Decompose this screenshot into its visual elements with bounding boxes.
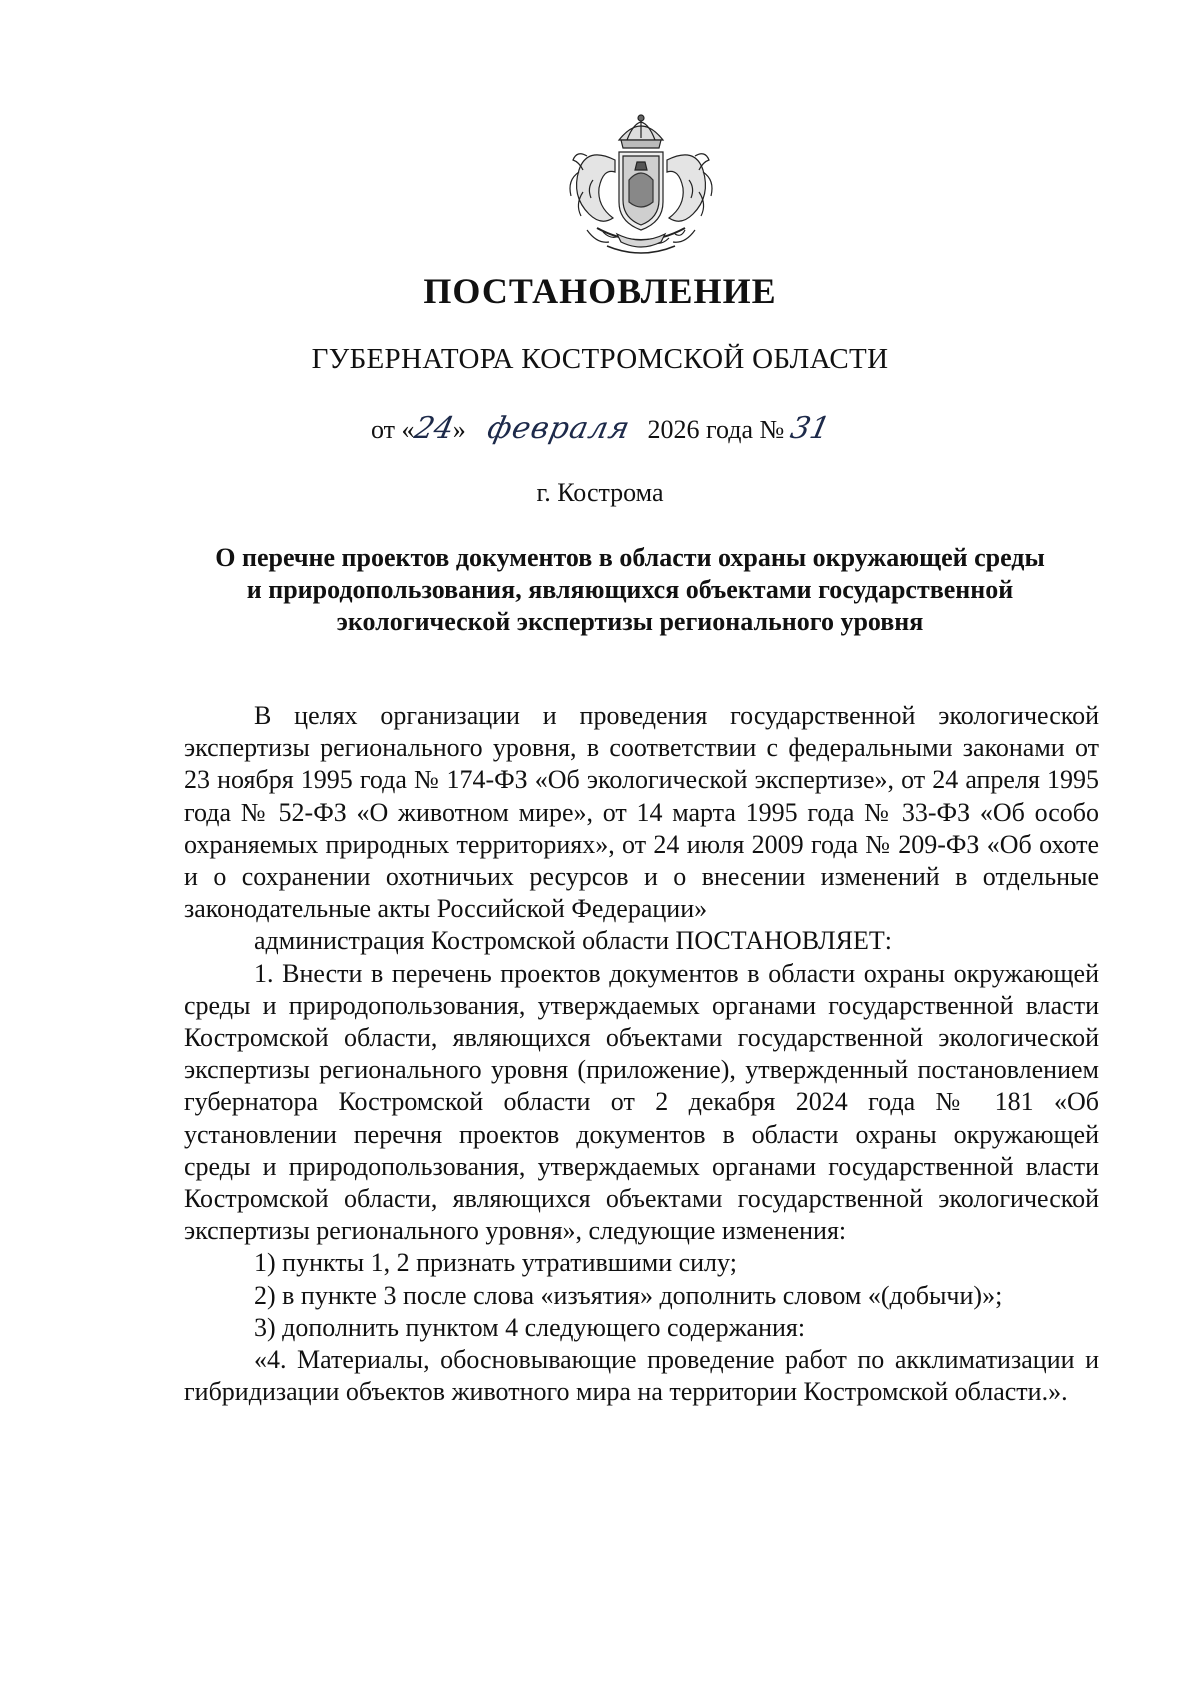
- subject-line-3: экологической экспертизы регионального уровня: [336, 607, 924, 636]
- document-body: [184, 700, 1099, 1408]
- subject-line-1: О перечне проектов документов в области охраны окружающей среды: [215, 543, 1045, 572]
- date-day-suffix: »: [452, 415, 466, 444]
- date-year: 2026 года №: [647, 415, 785, 444]
- city: г. Кострома: [536, 478, 664, 507]
- quote-paragraph: «4. Материалы, обосновывающие проведение работ по акклиматизации и гибридизации объектов животного мира на территории Костромской области.».: [184, 1345, 1099, 1407]
- date-line: [0, 411, 1200, 446]
- subject-line-2: и природопользования, являющихся объектами государственной: [246, 575, 1014, 604]
- date-prefix: от «: [370, 415, 415, 444]
- subitem-1-paragraph: 1) пункты 1, 2 признать утратившими силу;: [254, 1248, 737, 1278]
- preamble-paragraph: В целях организации и проведения государственной экологической экспертизы регионального уровня, в соответствии с федеральными законами от 23 ноября 1995 года № 174-ФЗ «Об экологической экспертизе», от 24 апреля 1995 года № 52-ФЗ «О животном мире», от 14 марта 1995 года № 33-ФЗ «Об особо охраняемых природных территориях», от 24 июля 2009 года № 209-ФЗ «Об охоте и о сохранении охотничьих ресурсов и о внесении изменений в отдельные законодательные акты Российской Федерации»: [184, 701, 1099, 924]
- coat-of-arms-icon: [557, 110, 725, 260]
- document-title: ПОСТАНОВЛЕНИЕ: [423, 271, 777, 311]
- document-subject: [180, 542, 1080, 638]
- issuer: ГУБЕРНАТОРА КОСТРОМСКОЙ ОБЛАСТИ: [311, 343, 889, 375]
- handwritten-day: 24: [410, 411, 457, 446]
- handwritten-month: февраля: [483, 411, 634, 446]
- subitem-3-paragraph: 3) дополнить пунктом 4 следующего содержания:: [254, 1312, 806, 1342]
- subitem-2-paragraph: 2) в пункте 3 после слова «изъятия» дополнить словом «(добычи)»;: [254, 1280, 1003, 1310]
- item-1-paragraph: 1. Внести в перечень проектов документов в области охраны окружающей среды и природопользования, утверждаемых органами государственной власти Костромской области, являющихся объектами государственной экологической экспертизы регионального уровня (приложение), утвержденный постановлением губернатора Костромской области от 2 декабря 2024 года № 181 «Об установлении перечня проектов документов в области охраны окружающей среды и природопользования, утверждаемых органами государственной власти Костромской области, являющихся объектами государственной экологической экспертизы регионального уровня», следующие изменения:: [184, 958, 1099, 1246]
- handwritten-number: 31: [787, 411, 833, 446]
- decree-paragraph: администрация Костромской области ПОСТАНОВЛЯЕТ:: [254, 926, 893, 956]
